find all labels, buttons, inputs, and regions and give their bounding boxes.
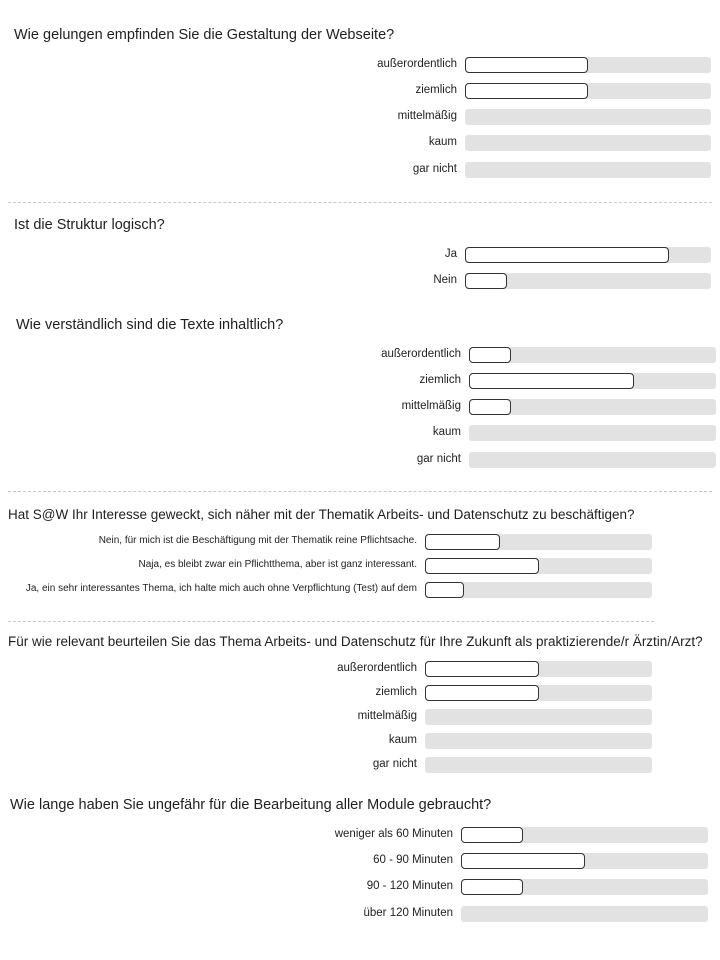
answer-row [397, 109, 711, 127]
answer-bar-fill [469, 399, 511, 415]
answer-label: mittelmäßig [357, 710, 417, 722]
answer-bar-track [465, 135, 711, 151]
answer-bar-fill [465, 83, 588, 99]
answer-bar-fill [425, 661, 539, 677]
answer-bar-fill [425, 558, 539, 574]
answer-label: Ja [444, 248, 457, 260]
answer-row [428, 135, 711, 153]
answer-row [25, 582, 652, 600]
answer-row [432, 425, 716, 443]
answer-label: mittelmäßig [401, 400, 461, 412]
answer-label: über 120 Minuten [363, 907, 453, 919]
answer-row [419, 373, 716, 391]
answer-row [433, 273, 711, 291]
answer-label: gar nicht [412, 163, 457, 175]
question-5-title: Für wie relevant beurteilen Sie das Thema Arbeits- und Datenschutz für Ihre Zukunft als praktizierende/r Ärztin/Arzt? [8, 634, 703, 649]
answer-row [377, 57, 711, 75]
answer-bar-fill [461, 827, 523, 843]
answer-bar-track [469, 425, 716, 441]
answer-bar-track [465, 162, 711, 178]
answer-label: Ja, ein sehr interessantes Thema, ich halte mich auch ohne Verpflichtung (Test) auf dem [25, 583, 417, 594]
answer-bar-track [461, 906, 708, 922]
answer-label: Naja, es bleibt zwar ein Pflichtthema, aber ist ganz interessant. [138, 559, 417, 570]
answer-bar-track [469, 452, 716, 468]
question-3-title: Wie verständlich sind die Texte inhaltlich? [16, 317, 284, 333]
answer-label: ziemlich [415, 84, 457, 96]
answer-bar-fill [465, 247, 669, 263]
answer-label: außerordentlich [377, 58, 457, 70]
answer-bar-fill [461, 853, 585, 869]
question-1-title: Wie gelungen empfinden Sie die Gestaltung der Webseite? [14, 27, 395, 43]
answer-row [444, 247, 711, 265]
answer-bar-track [425, 709, 652, 725]
answer-label: außerordentlich [381, 348, 461, 360]
answer-bar-track [465, 109, 711, 125]
answer-label: 60 - 90 Minuten [373, 854, 453, 866]
answer-row [388, 733, 652, 751]
answer-label: kaum [388, 734, 417, 746]
answer-bar-track [425, 757, 652, 773]
question-6-title: Wie lange haben Sie ungefähr für die Bearbeitung aller Module gebraucht? [10, 797, 492, 813]
answer-row [401, 399, 716, 417]
answer-row [415, 83, 711, 101]
answer-label: gar nicht [372, 758, 417, 770]
answer-row [357, 709, 652, 727]
answer-label: mittelmäßig [397, 110, 457, 122]
answer-row [337, 661, 652, 679]
answer-bar-fill [465, 57, 588, 73]
answer-row [138, 558, 652, 576]
answer-bar-fill [425, 534, 500, 550]
section-divider [8, 491, 712, 492]
answer-row [416, 452, 716, 470]
answer-bar-fill [469, 373, 634, 389]
answer-label: gar nicht [416, 453, 461, 465]
answer-label: weniger als 60 Minuten [334, 828, 453, 840]
answer-bar-fill [425, 582, 464, 598]
answer-bar-fill [469, 347, 511, 363]
answer-label: ziemlich [419, 374, 461, 386]
section-divider [8, 621, 654, 622]
answer-bar-fill [465, 273, 507, 289]
question-2-title: Ist die Struktur logisch? [14, 217, 165, 233]
answer-bar-fill [461, 879, 523, 895]
answer-row [98, 534, 652, 552]
answer-label: kaum [432, 426, 461, 438]
question-4-title: Hat S@W Ihr Interesse geweckt, sich näher mit der Thematik Arbeits- und Datenschutz zu beschäftigen? [8, 507, 635, 522]
section-divider [8, 202, 712, 203]
answer-bar-track [425, 733, 652, 749]
answer-bar-fill [425, 685, 539, 701]
answer-label: Nein [433, 274, 457, 286]
answer-row [375, 685, 652, 703]
answer-row [366, 879, 708, 897]
answer-label: Nein, für mich ist die Beschäftigung mit der Thematik reine Pflichtsache. [98, 535, 417, 546]
answer-label: ziemlich [375, 686, 417, 698]
answer-row [373, 853, 708, 871]
answer-row [363, 906, 708, 924]
answer-row [412, 162, 711, 180]
answer-label: 90 - 120 Minuten [366, 880, 453, 892]
answer-row [334, 827, 708, 845]
answer-label: außerordentlich [337, 662, 417, 674]
answer-row [372, 757, 652, 775]
answer-row [381, 347, 716, 365]
answer-label: kaum [428, 136, 457, 148]
